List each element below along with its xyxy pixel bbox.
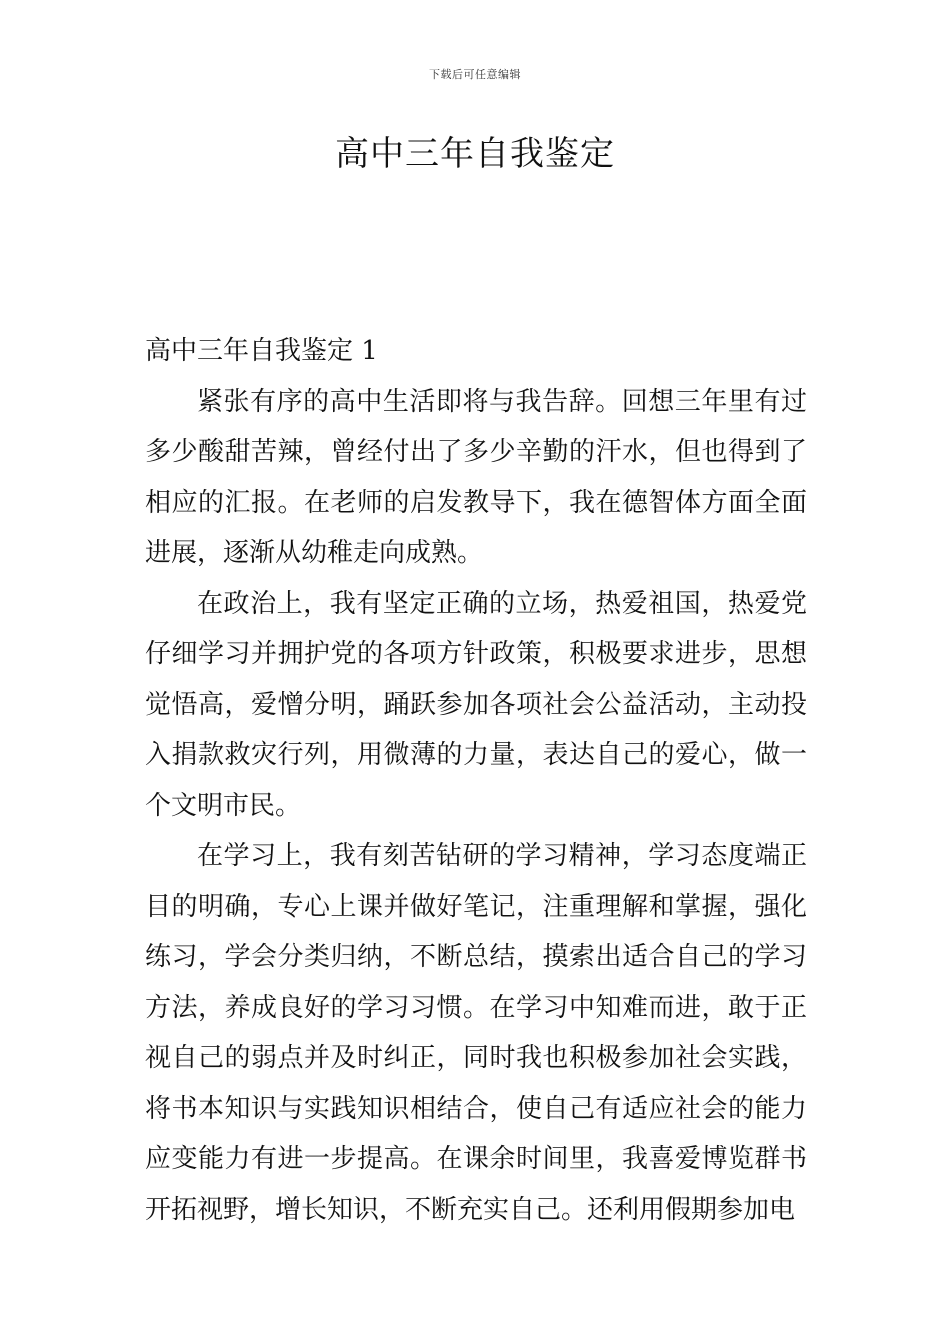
document-body — [145, 326, 807, 1235]
paragraph-study: 在学习上，我有刻苦钻研的学习精神，学习态度端正目的明确，专心上课并做好笔记，注重理解和掌握，强化练习，学会分类归纳，不断总结，摸索出适合自己的学习方法，养成良好的学习习惯。在学习中知难而进，敢于正视自己的弱点并及时纠正，同时我也积极参加社会实践，将书本知识与实践知识相结合，使自己有适应社会的能力应变能力有进一步提高。在课余时间里，我喜爱博览群书开拓视野，增长知识，不断充实自己。还利用假期参加电 — [145, 841, 807, 1225]
header-note: 下载后可任意编辑 — [429, 68, 521, 81]
paragraph-intro: 紧张有序的高中生活即将与我告辞。回想三年里有过多少酸甜苦辣，曾经付出了多少辛勤的汗水，但也得到了相应的汇报。在老师的启发教导下，我在德智体方面全面进展，逐渐从幼稚走向成熟。 — [145, 386, 807, 568]
document-title: 高中三年自我鉴定 — [335, 134, 615, 174]
section-heading: 高中三年自我鉴定 1 — [145, 336, 378, 366]
paragraph-politics: 在政治上，我有坚定正确的立场，热爱祖国，热爱党仔细学习并拥护党的各项方针政策，积极要求进步，思想觉悟高，爱憎分明，踊跃参加各项社会公益活动，主动投入捐款救灾行列，用微薄的力量，表达自己的爱心，做一个文明市民。 — [145, 588, 807, 821]
